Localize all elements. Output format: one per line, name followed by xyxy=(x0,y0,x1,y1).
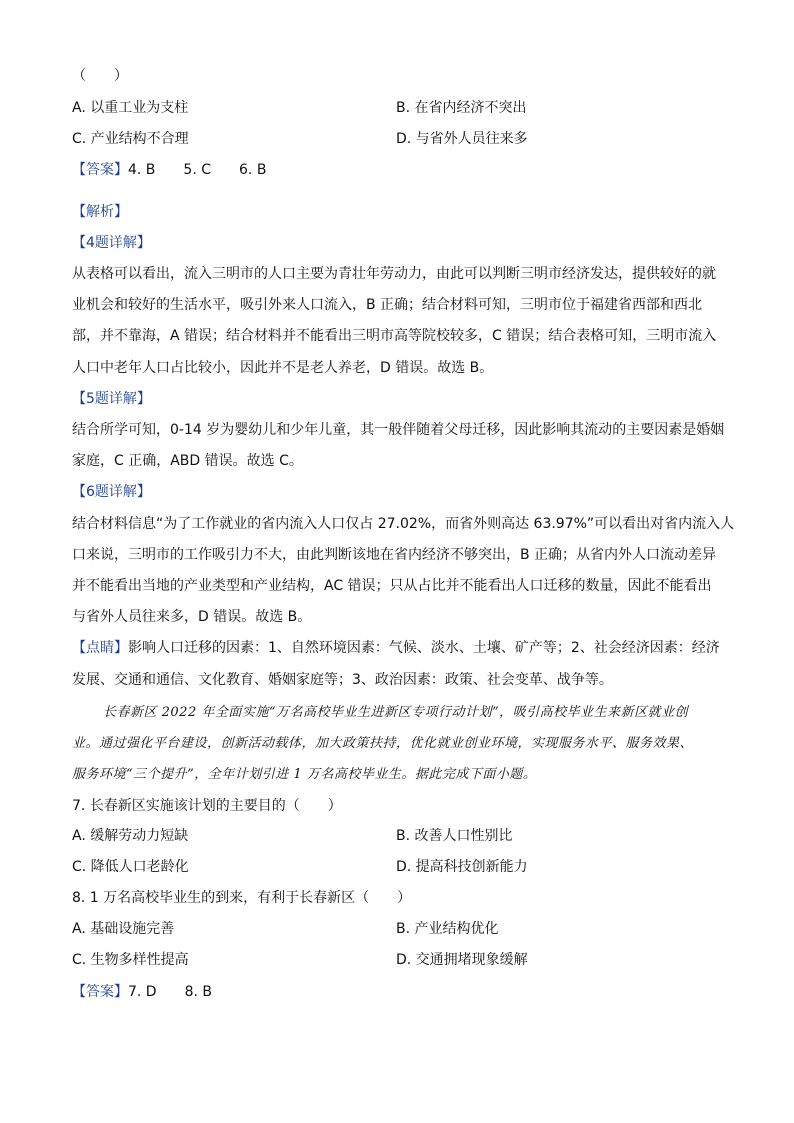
question-stem: （ ） xyxy=(72,68,128,84)
detail-5-line: 结合所学可知，0-14 岁为婴幼儿和少年儿童，其一般伴随着父母迁移，因此影响其流动的主要因素是婚姻 xyxy=(72,422,725,438)
q8-option-b: B. 产业结构优化 xyxy=(396,921,499,937)
detail-6-line: 与省外人员往来多，D 错误。故选 B。 xyxy=(72,609,312,625)
detail-4-line: 部，并不靠海，A 错误；结合材料并不能看出三明市高等院校较多，C 错误；结合表格可知，三明市流入 xyxy=(72,328,717,344)
dianjing-line xyxy=(72,638,720,658)
dianjing-line: 发展、交通和通信、文化教育、婚姻家庭等；3、政治因素：政策、社会变革、战争等。 xyxy=(72,672,613,688)
q8-option-a: A. 基础设施完善 xyxy=(72,921,175,937)
question-8-stem: 8. 1 万名高校毕业生的到来，有利于长春新区（ ） xyxy=(72,890,412,906)
detail-6-line: 并不能看出当地的产业类型和产业结构，AC 错误；只从占比并不能看出人口迁移的数量，因此不能看出 xyxy=(72,578,712,594)
dianjing-tag: 【点睛】 xyxy=(72,640,128,656)
material-line: 业。通过强化平台建设，创新活动载体，加大政策扶持，优化就业创业环境，实现服务水平、服务效果、 xyxy=(72,736,694,751)
detail-4-line: 人口中老年人口占比较小，因此并不是老人养老，D 错误。故选 B。 xyxy=(72,360,494,376)
dianjing-text: 影响人口迁移的因素：1、自然环境因素：气候、淡水、土壤、矿产等；2、社会经济因素：经济 xyxy=(128,640,720,656)
question-7-stem: 7. 长春新区实施该计划的主要目的（ ） xyxy=(72,798,342,814)
q7-option-b: B. 改善人口性别比 xyxy=(396,828,513,844)
answer-item: 6. B xyxy=(239,162,267,178)
answer-line xyxy=(72,982,212,1002)
answer-item: 7. D xyxy=(128,984,157,1000)
q7-option-c: C. 降低人口老龄化 xyxy=(72,859,189,875)
analysis-tag: 【解析】 xyxy=(72,204,128,220)
q7-option-d: D. 提高科技创新能力 xyxy=(396,859,528,875)
q8-option-c: C. 生物多样性提高 xyxy=(72,952,189,968)
answer-item: 5. C xyxy=(183,162,212,178)
detail-4-line: 从表格可以看出，流入三明市的人口主要为青壮年劳动力，由此可以判断三明市经济发达，提供较好的就 xyxy=(72,266,716,282)
detail-5-tag: 【5题详解】 xyxy=(72,391,151,407)
answer-line xyxy=(72,160,266,180)
option-b: B. 在省内经济不突出 xyxy=(396,100,527,116)
detail-6-line: 口来说，三明市的工作吸引力不大，由此判断该地在省内经济不够突出，B 正确；从省内外人口流动差异 xyxy=(72,547,717,563)
answer-tag: 【答案】 xyxy=(72,984,128,1000)
answer-item: 4. B xyxy=(128,162,156,178)
q7-option-a: A. 缓解劳动力短缺 xyxy=(72,828,189,844)
material-line: 长春新区 2022 年全面实施“万名高校毕业生进新区专项行动计划”，吸引高校毕业生来新区就业创 xyxy=(103,705,689,720)
detail-4-line: 业机会和较好的生活水平，吸引外来人口流入，B 正确；结合材料可知，三明市位于福建省西部和西北 xyxy=(72,297,703,313)
detail-5-line: 家庭，C 正确，ABD 错误。故选 C。 xyxy=(72,453,303,469)
option-a: A. 以重工业为支柱 xyxy=(72,100,189,116)
answer-item: 8. B xyxy=(184,984,213,1000)
detail-6-line: 结合材料信息“为了工作就业的省内流入人口仅占 27.02%，而省外则高达 63.97%”可以看出对省内流入人 xyxy=(72,516,735,532)
material-line: 服务环境“三个提升”，全年计划引进 1 万名高校毕业生。据此完成下面小题。 xyxy=(72,767,537,782)
option-c: C. 产业结构不合理 xyxy=(72,131,189,147)
detail-6-tag: 【6题详解】 xyxy=(72,484,151,500)
option-d: D. 与省外人员往来多 xyxy=(396,131,528,147)
detail-4-tag: 【4题详解】 xyxy=(72,235,151,251)
q8-option-d: D. 交通拥堵现象缓解 xyxy=(396,952,528,968)
answer-tag: 【答案】 xyxy=(72,162,128,178)
